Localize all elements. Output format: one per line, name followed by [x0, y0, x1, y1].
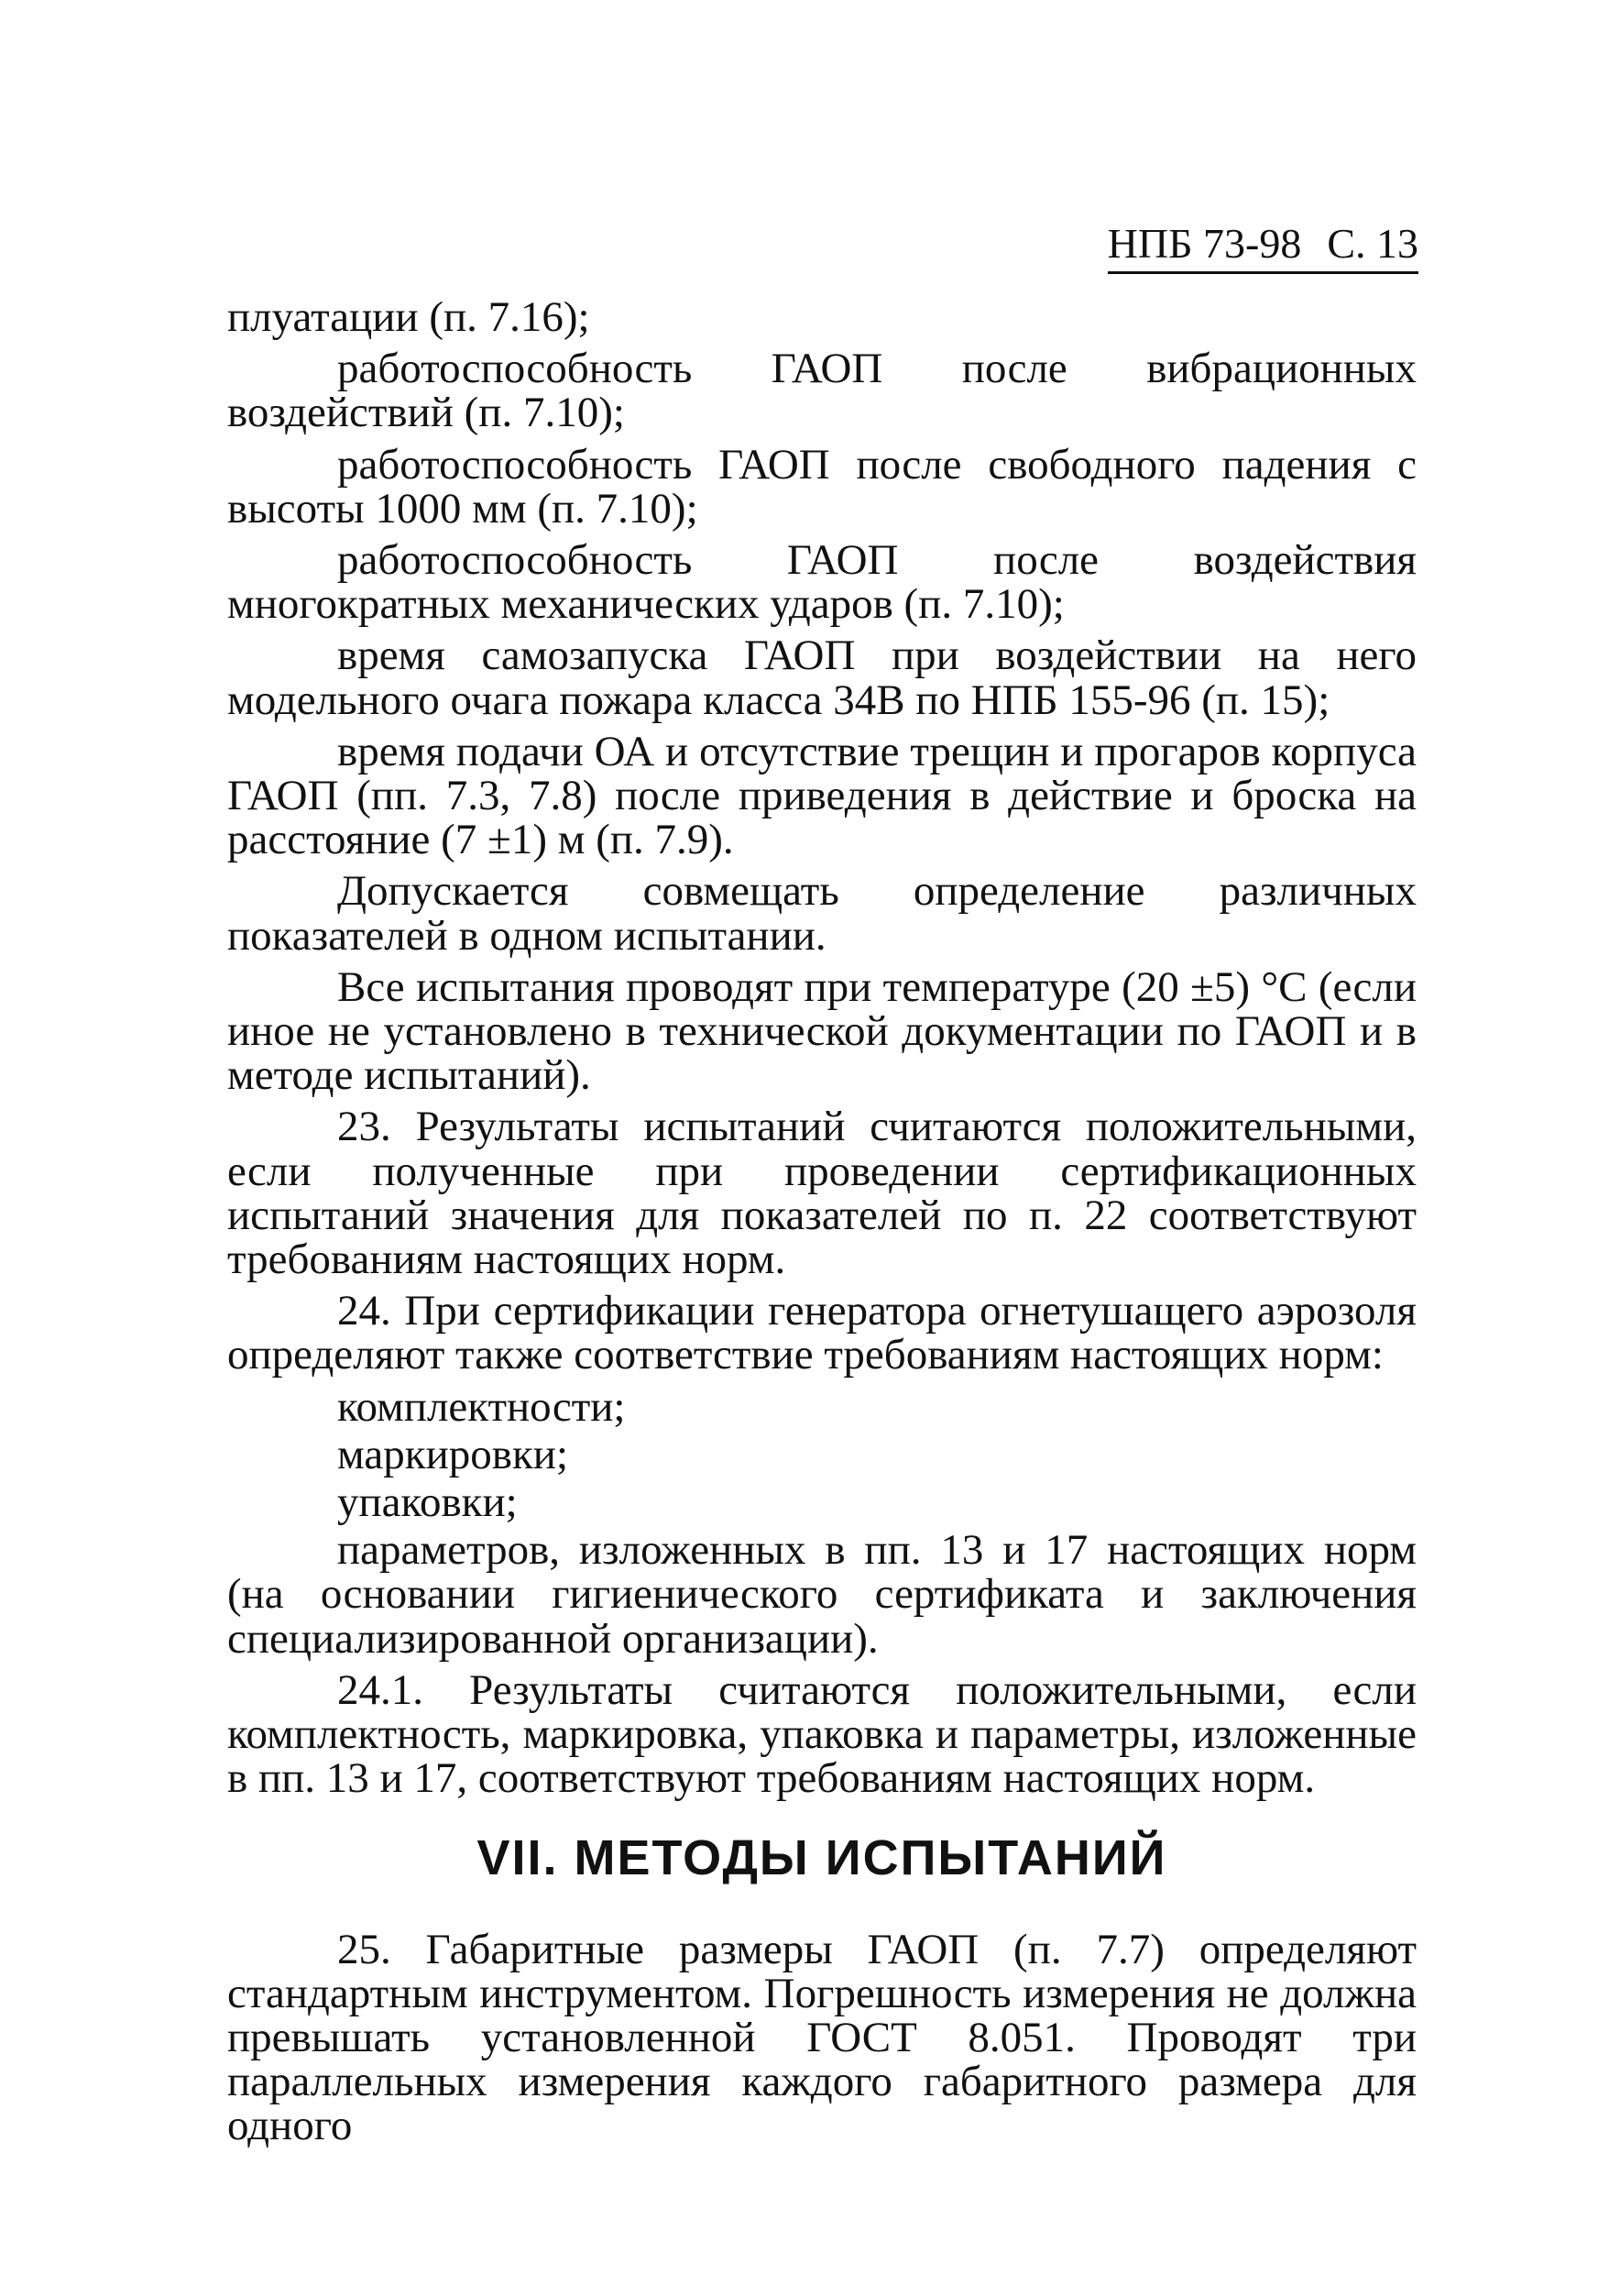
- list-item-parameters: параметров, изложенных в пп. 13 и 17 настоящих норм (на основании гигиенического сертификата и заключения специализированной организации).: [227, 1526, 1417, 1663]
- list-item-free-fall: работоспособность ГАОП после свободного падения с высоты 1000 мм (п. 7.10);: [227, 440, 1417, 533]
- list-item-marking: маркировки;: [337, 1430, 569, 1478]
- list-item-vibration: работоспособность ГАОП после вибрационных воздействий (п. 7.10);: [227, 345, 1417, 437]
- page-number: С. 13: [1327, 220, 1418, 267]
- paragraph-combined-tests: Допускается совмещать определение различных показателей в одном испытании.: [227, 867, 1417, 960]
- list-item-delivery-time: время подачи ОА и отсутствие трещин и прогаров корпуса ГАОП (пп. 7.3, 7.8) после приведения в действие и броска на расстояние (7 ±1) м (п. 7.9).: [227, 727, 1417, 864]
- clause-25: 25. Габаритные размеры ГАОП (п. 7.7) определяют стандартным инструментом. Погрешность измерения не должна превышать установленной ГОСТ 8.051. Проводят три параллельных измерения каждого габаритного размера для одного: [227, 1925, 1417, 2150]
- clause-24-1: 24.1. Результаты считаются положительными, если комплектность, маркировка, упаковка и параметры, изложенные в пп. 13 и 17, соответствуют требованиям настоящих норм.: [227, 1665, 1417, 1803]
- list-item-completeness: комплектности;: [337, 1382, 626, 1431]
- list-item-impacts: работоспособность ГАОП после воздействия многократных механических ударов (п. 7.10);: [227, 536, 1417, 629]
- section-title: VII. МЕТОДЫ ИСПЫТАНИЙ: [476, 1829, 1167, 1885]
- list-item-packaging: упаковки;: [337, 1478, 518, 1527]
- body-text: [227, 295, 1417, 2156]
- doc-code: НПБ 73-98: [1107, 220, 1302, 267]
- running-header: [1108, 218, 1418, 274]
- clause-24: 24. При сертификации генератора огнетушащего аэрозоля определяют также соответствие требованиям настоящих норм:: [227, 1287, 1417, 1379]
- paragraph-temperature: Все испытания проводят при температуре (20 ±5) °С (если иное не установлено в технической документации по ГАОП и в методе испытаний).: [227, 962, 1417, 1100]
- clause-23: 23. Результаты испытаний считаются положительными, если полученные при проведении сертификационных испытаний значения для показателей по п. 22 соответствуют требованиям настоящих норм.: [227, 1103, 1417, 1284]
- paragraph-continuation: плуатации (п. 7.16);: [227, 293, 590, 341]
- list-item-self-start: время самозапуска ГАОП при воздействии на него модельного очага пожара класса 34В по НПБ 155-96 (п. 15);: [227, 632, 1417, 724]
